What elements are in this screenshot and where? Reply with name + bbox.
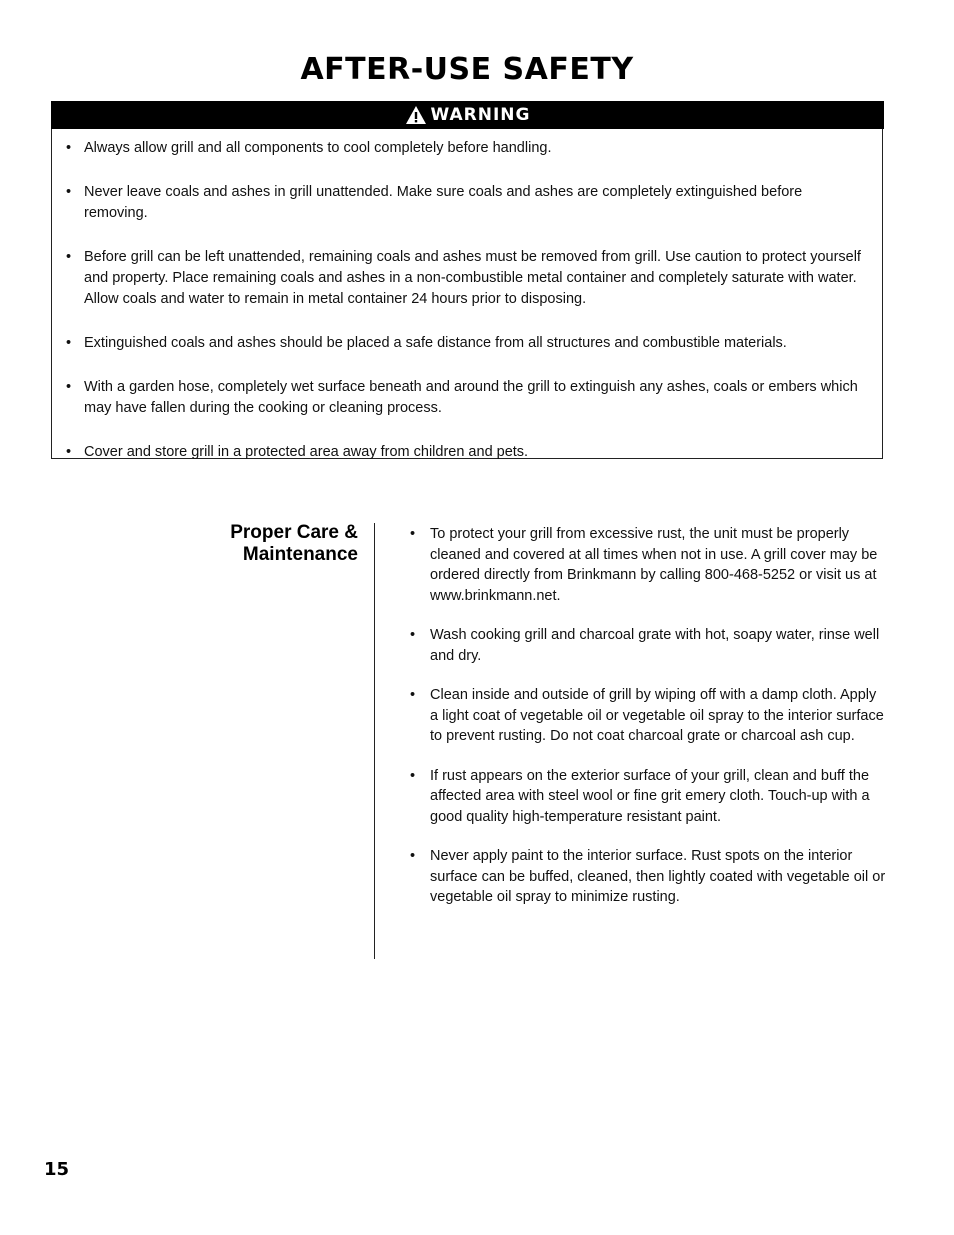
care-item: • Clean inside and outside of grill by wiping off with a damp cloth. Apply a light coat of vegetable oil or vegetable oil spray to the interior surface to prevent rusting. Do not coat charcoal grate or charcoal ash cup. — [410, 685, 886, 747]
section-title — [200, 522, 358, 566]
section-title-line: Proper Care & — [230, 522, 358, 543]
warning-item: • Cover and store grill in a protected area away from children and pets. — [66, 442, 866, 463]
care-item: • To protect your grill from excessive rust, the unit must be properly cleaned and covered at all times when not in use. A grill cover may be ordered directly from Brinkmann by calling 800-468-5252 or visit us at www.brinkmann.net. — [410, 524, 886, 606]
care-list — [410, 524, 886, 927]
page-title: AFTER-USE SAFETY — [300, 52, 634, 87]
page-number: 15 — [44, 1159, 70, 1180]
care-item: • If rust appears on the exterior surface of your grill, clean and buff the affected area with steel wool or fine grit emery cloth. Touch-up with a good quality high-temperature resistant paint. — [410, 766, 886, 828]
warning-item: • Extinguished coals and ashes should be placed a safe distance from all structures and combustible materials. — [66, 333, 866, 354]
warning-item: • Always allow grill and all components to cool completely before handling. — [66, 138, 866, 159]
warning-header — [51, 101, 884, 129]
warning-triangle-icon — [405, 105, 427, 125]
warning-item: • Before grill can be left unattended, remaining coals and ashes must be removed from grill. Use caution to protect yourself and property. Place remaining coals and ashes in a non-combustible metal container and completely saturate with water. Allow coals and water to remain in metal container 24 hours prior to disposing. — [66, 247, 866, 310]
warning-list — [66, 138, 866, 486]
section-title-line: Maintenance — [242, 544, 358, 565]
warning-box — [51, 101, 883, 459]
section-divider — [374, 523, 375, 959]
warning-item: • Never leave coals and ashes in grill unattended. Make sure coals and ashes are completely extinguished before removing. — [66, 182, 866, 224]
warning-label: WARNING — [430, 105, 531, 125]
warning-item: • With a garden hose, completely wet surface beneath and around the grill to extinguish any ashes, coals or embers which may have fallen during the cooking or cleaning process. — [66, 377, 866, 419]
care-item: • Wash cooking grill and charcoal grate with hot, soapy water, rinse well and dry. — [410, 625, 886, 666]
care-item: • Never apply paint to the interior surface. Rust spots on the interior surface can be buffed, cleaned, then lightly coated with vegetable oil or vegetable oil spray to minimize rusting. — [410, 846, 886, 908]
